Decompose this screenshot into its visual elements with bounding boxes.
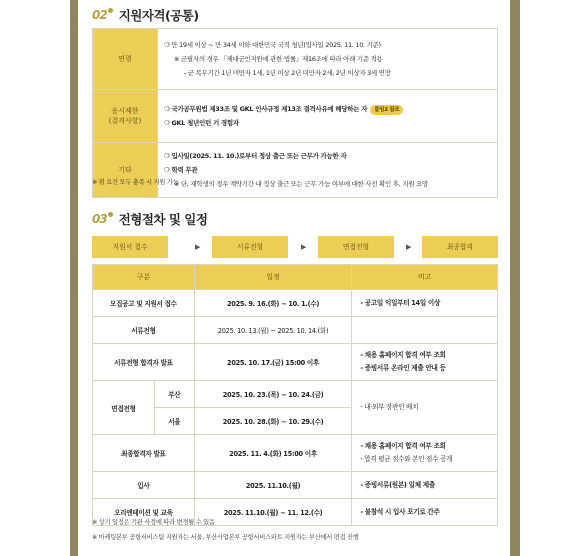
step-document-screening: 서류전형 bbox=[212, 236, 288, 258]
step-interview: 면접전형 bbox=[318, 236, 394, 258]
header-schedule: 일정 bbox=[194, 265, 352, 290]
stage-remarks bbox=[352, 344, 498, 381]
interview-location: 서울 bbox=[154, 408, 194, 435]
qual-row-restriction bbox=[93, 90, 498, 143]
row-label bbox=[93, 90, 158, 143]
section-number: 02 bbox=[92, 8, 113, 22]
section-title: 지원자격(공통) bbox=[118, 8, 199, 23]
section-heading-process bbox=[92, 210, 207, 228]
left-margin bbox=[0, 0, 78, 556]
schedule-note: ※ 상기 일정은 기관 사정에 따라 변경될 수 있음 bbox=[92, 519, 215, 526]
stage-date: 2025. 11.10.(월) bbox=[194, 472, 352, 499]
row-label: 기타 bbox=[93, 143, 158, 198]
schedule-header-row bbox=[93, 265, 498, 290]
stage-name: 서류전형 bbox=[93, 317, 195, 344]
process-steps bbox=[92, 236, 498, 258]
stage-date: 2025. 10. 17.(금) 15:00 이후 bbox=[194, 344, 352, 381]
stage-date: 2025. 11. 4.(화) 15:00 이후 bbox=[194, 435, 352, 472]
body-line: ❍ 국가공무원법 제33조 및 GKL 인사규정 제13조 결격사유에 해당하는 자 bbox=[164, 105, 368, 113]
document-body bbox=[78, 0, 510, 556]
body-line: ❍ 학력 무관 bbox=[164, 166, 198, 174]
remark-line: - 채용 홈페이지 합격 여부 조회 bbox=[360, 351, 446, 359]
qualification-note: ※ 위 요건 모두 충족 시 지원 가능 bbox=[92, 179, 179, 186]
step-final-pass: 최종합격 bbox=[422, 236, 498, 258]
remark-line: - 채용 홈페이지 합격 여부 조회 bbox=[360, 442, 446, 450]
table-row bbox=[93, 290, 498, 317]
qualifications-table bbox=[92, 28, 498, 198]
remark-line: - 합격 평균 점수와 본인 점수 공개 bbox=[360, 455, 453, 463]
stage-name: 최종합격자 발표 bbox=[93, 435, 195, 472]
stage-remarks bbox=[352, 435, 498, 472]
stage-date: 2025. 10. 23.(목) ~ 10. 24.(금) bbox=[194, 381, 352, 408]
interview-location: 부산 bbox=[154, 381, 194, 408]
remark-line: - 공고일 익일부터 14일 이상 bbox=[360, 298, 441, 307]
body-line: ※ 군필자의 경우 「제대군인지원에 관한 법률」제16조에 따라 아래 기준 적용 bbox=[174, 55, 383, 63]
row-body bbox=[158, 90, 498, 143]
remark-line: - 증빙서류(원본) 일체 제출 bbox=[360, 480, 435, 489]
stage-date: 2025. 9. 16.(화) ~ 10. 1.(수) bbox=[194, 290, 352, 317]
stage-date: 2025. 11.10.(월) ~ 11. 12.(수) bbox=[194, 499, 352, 526]
row-label-line: (결격사항) bbox=[108, 117, 142, 125]
body-line: - 군 복무기간 1년 미만자 1세, 1년 이상 2년 미만자 2세, 2년 이상자 3세 연장 bbox=[184, 69, 391, 77]
stage-remarks bbox=[352, 317, 498, 344]
section-number: 03 bbox=[92, 212, 113, 226]
section-title: 전형절차 및 일정 bbox=[118, 212, 208, 227]
body-line: ❍ 만 19세 이상 ~ 만 34세 이하 대한민국 국적 청년(입사일 2025. 11. 10. 기준) bbox=[164, 41, 381, 49]
stage-remarks bbox=[352, 472, 498, 499]
arrow-icon: ▶ bbox=[406, 243, 412, 251]
table-row bbox=[93, 317, 498, 344]
remark-line: - 증빙서류 온라인 제출 안내 등 bbox=[360, 364, 446, 372]
stage-name: 입사 bbox=[93, 472, 195, 499]
row-label: 연령 bbox=[93, 29, 158, 90]
table-row bbox=[93, 381, 498, 408]
right-border-bar bbox=[510, 0, 520, 556]
stage-remarks bbox=[352, 381, 498, 435]
schedule-note: ※ 마케팅본부 공항서비스팀 지원자는 서울, 부산사업본부 공항서비스파트 지원자는 부산에서 면접 진행 bbox=[92, 534, 359, 541]
stage-remarks bbox=[352, 290, 498, 317]
header-category: 구분 bbox=[93, 265, 195, 290]
stage-date: 2025. 10. 13.(월) ~ 2025. 10. 14.(화) bbox=[194, 317, 352, 344]
remark-line: - 불참석 시 입사 포기로 간주 bbox=[360, 507, 440, 516]
row-label-line: 응시제한 bbox=[111, 106, 139, 115]
body-line: ❍ GKL 청년인턴 기 경험자 bbox=[164, 119, 239, 127]
left-border-bar bbox=[70, 0, 78, 556]
qual-row-etc bbox=[93, 143, 498, 198]
table-row bbox=[93, 344, 498, 381]
header-remarks: 비고 bbox=[352, 265, 498, 290]
qual-row-age bbox=[93, 29, 498, 90]
stage-remarks bbox=[352, 499, 498, 526]
remark-line: - 내·외부 장관인 배치 bbox=[360, 403, 419, 411]
schedule-table bbox=[92, 264, 498, 526]
row-body bbox=[158, 29, 498, 90]
stage-date: 2025. 10. 28.(화) ~ 10. 29.(수) bbox=[194, 408, 352, 435]
section-heading-qualifications bbox=[92, 6, 199, 24]
step-application: 지원서 접수 bbox=[92, 236, 168, 258]
stage-name: 모집공고 및 지원서 접수 bbox=[93, 290, 195, 317]
body-line: ※ 단, 재학생의 경우 계약기간 내 정상 출근 또는 근무 가능 여부에 대한 사전 확인 후, 지원 요망 bbox=[174, 180, 428, 188]
table-row bbox=[93, 472, 498, 499]
arrow-icon: ▶ bbox=[195, 243, 201, 251]
stage-name: 면접전형 bbox=[93, 381, 155, 435]
stage-name: 오리엔테이션 및 교육 bbox=[93, 499, 195, 526]
table-row bbox=[93, 435, 498, 472]
row-body bbox=[158, 143, 498, 198]
body-line: ❍ 입사일(2025. 11. 10.)로부터 정상 출근 또는 근무가 가능한 자 bbox=[164, 152, 347, 160]
appendix-badge: 붙임2 참조 bbox=[370, 105, 403, 115]
stage-name: 서류전형 합격자 발표 bbox=[93, 344, 195, 381]
arrow-icon: ▶ bbox=[301, 243, 307, 251]
